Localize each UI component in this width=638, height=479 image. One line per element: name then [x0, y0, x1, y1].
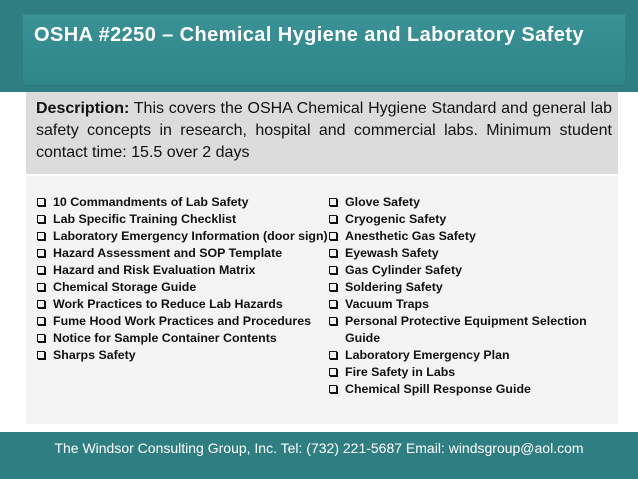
checkbox-bullet-icon — [329, 232, 337, 240]
list-item-label: Work Practices to Reduce Lab Hazards — [53, 297, 283, 311]
list-item — [36, 228, 336, 245]
checkbox-bullet-icon — [37, 317, 45, 325]
list-item — [328, 296, 618, 313]
checkbox-bullet-icon — [329, 368, 337, 376]
list-item — [36, 262, 336, 279]
checkbox-bullet-icon — [329, 249, 337, 257]
description-text: This covers the OSHA Chemical Hygiene Standard and general lab safety concepts in research, hospital and commercial labs. Minimum student contact time: 15.5 over 2 days — [36, 100, 612, 161]
right-topic-list — [328, 194, 618, 398]
list-item — [328, 313, 618, 347]
list-item — [328, 347, 618, 364]
slide-title: OSHA #2250 – Chemical Hygiene and Laboratory Safety — [34, 24, 584, 46]
list-item-label: Vacuum Traps — [345, 297, 430, 311]
checkbox-bullet-icon — [37, 249, 45, 257]
list-item — [328, 279, 618, 296]
list-item-label: Cryogenic Safety — [345, 212, 447, 226]
list-item-label: Lab Specific Training Checklist — [53, 212, 237, 226]
list-item-label: Fume Hood Work Practices and Procedures — [53, 314, 311, 328]
list-item — [36, 194, 336, 211]
list-item-label: Fire Safety in Labs — [345, 365, 456, 379]
list-item — [36, 279, 336, 296]
checkbox-bullet-icon — [329, 198, 337, 206]
checkbox-bullet-icon — [37, 283, 45, 291]
checkbox-bullet-icon — [37, 351, 45, 359]
list-item-label: Glove Safety — [345, 195, 421, 209]
checkbox-bullet-icon — [37, 266, 45, 274]
list-item-label: Eyewash Safety — [345, 246, 439, 260]
checkbox-bullet-icon — [329, 351, 337, 359]
footer-contact: The Windsor Consulting Group, Inc. Tel: (732) 221-5687 Email: windsgroup@aol.com — [54, 440, 584, 456]
list-item — [36, 296, 336, 313]
list-item — [328, 262, 618, 279]
list-item — [36, 330, 336, 347]
description — [36, 98, 612, 164]
list-item — [36, 313, 336, 330]
list-item — [36, 211, 336, 228]
checkbox-bullet-icon — [37, 198, 45, 206]
list-item-label: 10 Commandments of Lab Safety — [53, 195, 249, 209]
checkbox-bullet-icon — [37, 232, 45, 240]
list-item-label: Personal Protective Equipment Selection Guide — [345, 314, 587, 345]
list-item-label: Laboratory Emergency Information (door sign) — [53, 229, 328, 243]
checkbox-bullet-icon — [37, 300, 45, 308]
checkbox-bullet-icon — [329, 300, 337, 308]
list-item-label: Notice for Sample Container Contents — [53, 331, 277, 345]
list-item-label: Soldering Safety — [345, 280, 443, 294]
checkbox-bullet-icon — [329, 215, 337, 223]
list-item-label: Laboratory Emergency Plan — [345, 348, 510, 362]
checkbox-bullet-icon — [329, 317, 337, 325]
list-item-label: Chemical Spill Response Guide — [345, 382, 531, 396]
list-item — [328, 211, 618, 228]
checkbox-bullet-icon — [329, 266, 337, 274]
list-item — [328, 381, 618, 398]
list-item — [328, 228, 618, 245]
list-item-label: Chemical Storage Guide — [53, 280, 197, 294]
list-item — [328, 364, 618, 381]
list-item-label: Gas Cylinder Safety — [345, 263, 463, 277]
topics-area — [26, 176, 618, 424]
list-item — [328, 194, 618, 211]
list-item — [36, 347, 336, 364]
list-item — [328, 245, 618, 262]
checkbox-bullet-icon — [329, 385, 337, 393]
list-item-label: Sharps Safety — [53, 348, 136, 362]
list-item-label: Hazard Assessment and SOP Template — [53, 246, 283, 260]
checkbox-bullet-icon — [37, 215, 45, 223]
list-item — [36, 245, 336, 262]
checkbox-bullet-icon — [37, 334, 45, 342]
list-item-label: Anesthetic Gas Safety — [345, 229, 476, 243]
checkbox-bullet-icon — [329, 283, 337, 291]
description-box — [26, 92, 618, 174]
left-topic-list — [36, 194, 336, 364]
title-box — [22, 14, 626, 86]
list-item-label: Hazard and Risk Evaluation Matrix — [53, 263, 256, 277]
description-label: Description: — [36, 100, 130, 117]
